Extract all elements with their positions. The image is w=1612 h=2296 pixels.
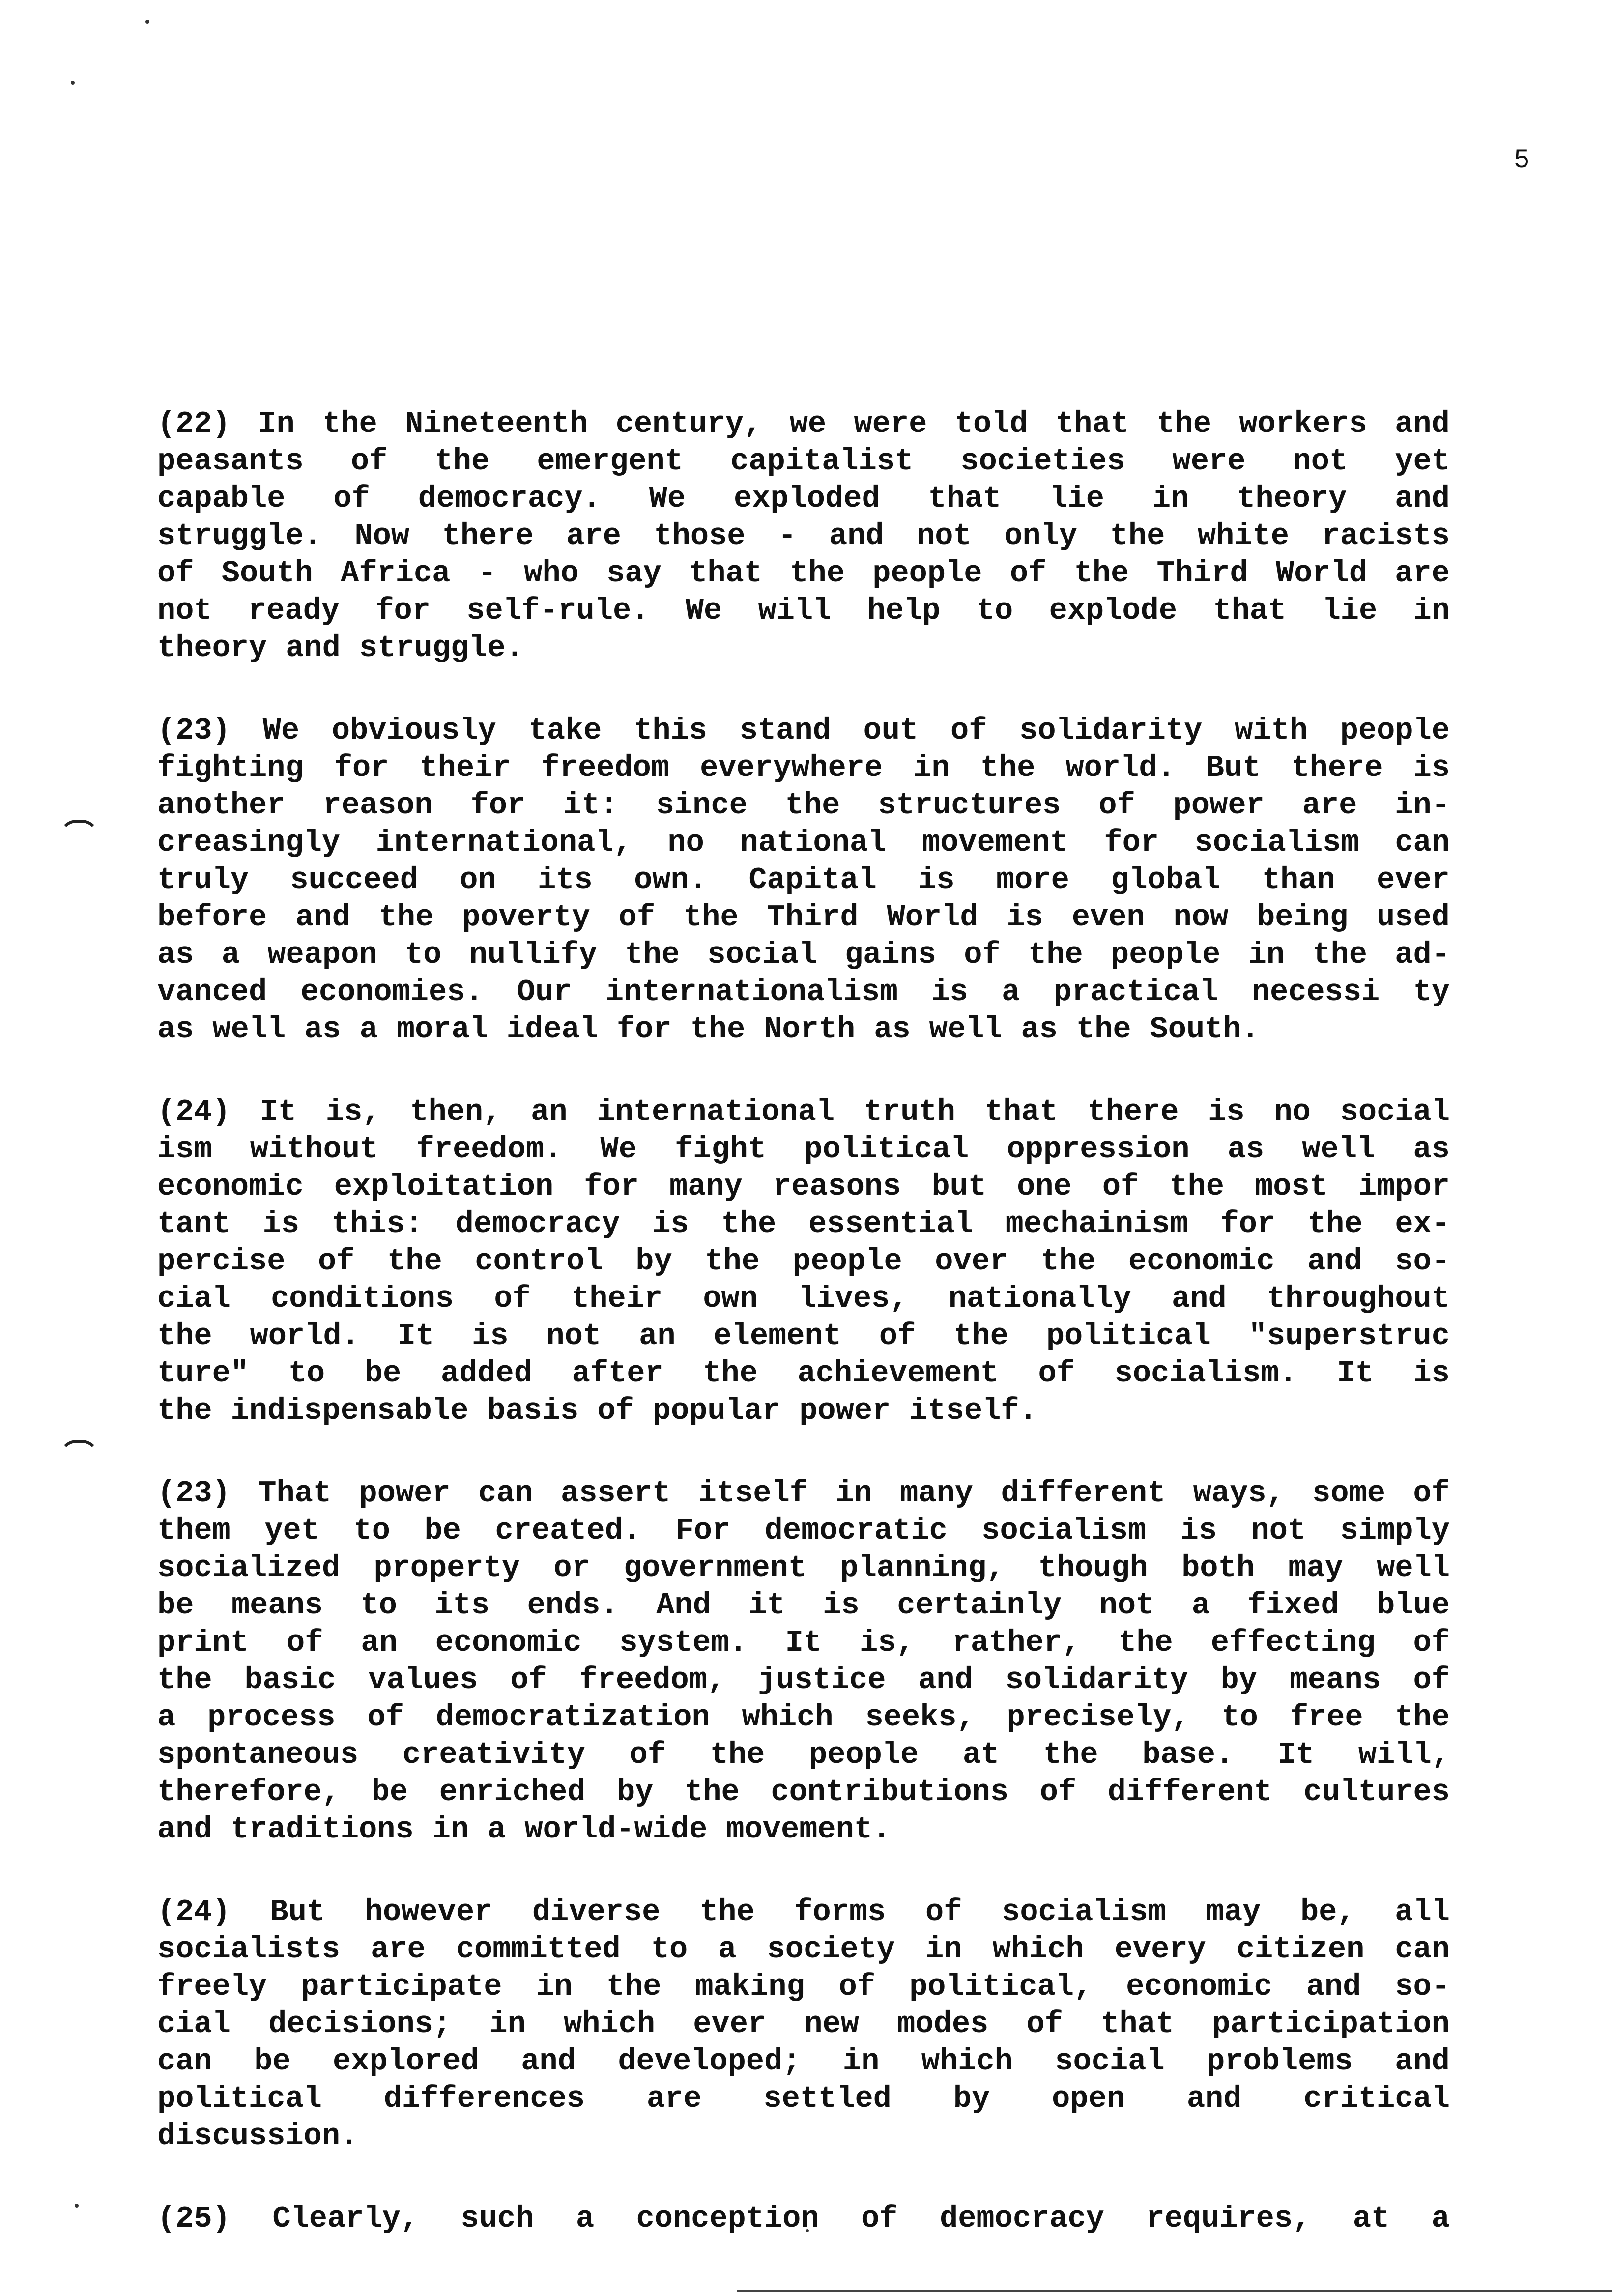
text-line: capable of democracy. We exploded that lie in theory and bbox=[157, 481, 1450, 516]
text-line: (23) We obviously take this stand out of solidarity with people bbox=[157, 713, 1450, 748]
text-line: discussion. bbox=[157, 2119, 359, 2153]
paragraph bbox=[157, 1475, 1450, 1848]
text-line: of South Africa - who say that the people of the Third World are bbox=[157, 556, 1450, 591]
text-line: struggle. Now there are those - and not only the white racists bbox=[157, 518, 1450, 553]
text-line: cial conditions of their own lives, nationally and throughout bbox=[157, 1281, 1450, 1316]
text-line: truly succeed on its own. Capital is more global than ever bbox=[157, 862, 1450, 897]
text-line: a process of democratization which seeks, precisely, to free the bbox=[157, 1700, 1450, 1735]
text-line: freely participate in the making of political, economic and so- bbox=[157, 1969, 1450, 2004]
text-line: another reason for it: since the structures of power are in- bbox=[157, 788, 1450, 823]
text-line: peasants of the emergent capitalist societies were not yet bbox=[157, 444, 1450, 479]
text-line: the world. It is not an element of the political "superstruc bbox=[157, 1319, 1450, 1353]
text-line: spontaneous creativity of the people at the base. It will, bbox=[157, 1737, 1450, 1772]
text-line: political differences are settled by open and critical bbox=[157, 2081, 1450, 2116]
text-line: ture" to be added after the achievement of socialism. It is bbox=[157, 1356, 1450, 1391]
text-line: before and the poverty of the Third World is even now being used bbox=[157, 900, 1450, 935]
text-line: as well as a moral ideal for the North as well as the South. bbox=[157, 1012, 1260, 1047]
scan-speck bbox=[145, 20, 149, 24]
text-line: percise of the control by the people over the economic and so- bbox=[157, 1244, 1450, 1279]
document-body bbox=[157, 405, 1450, 2283]
text-line: tant is this: democracy is the essential mechainism for the ex- bbox=[157, 1206, 1450, 1241]
text-line: fighting for their freedom everywhere in the world. But there is bbox=[157, 750, 1450, 785]
text-line: socialists are committed to a society in which every citizen can bbox=[157, 1932, 1450, 1967]
text-line: the basic values of freedom, justice and solidarity by means of bbox=[157, 1663, 1450, 1697]
text-line: socialized property or government planning, though both may well bbox=[157, 1550, 1450, 1585]
bottom-edge-line bbox=[737, 2290, 1612, 2292]
text-line: as a weapon to nullify the social gains of the people in the ad- bbox=[157, 937, 1450, 972]
paragraph bbox=[157, 2200, 1450, 2238]
text-line: the indispensable basis of popular power itself. bbox=[157, 1393, 1037, 1428]
page-number: 5 bbox=[1514, 145, 1530, 175]
paragraph bbox=[157, 712, 1450, 1048]
text-line: creasingly international, no national movement for socialism can bbox=[157, 825, 1450, 860]
paragraph bbox=[157, 1093, 1450, 1430]
hole-punch-mark bbox=[59, 1440, 99, 1458]
scan-speck bbox=[71, 81, 75, 85]
text-line: (22) In the Nineteenth century, we were told that the workers and bbox=[157, 406, 1450, 441]
paragraph bbox=[157, 405, 1450, 667]
text-line: them yet to be created. For democratic socialism is not simply bbox=[157, 1513, 1450, 1548]
text-line: and traditions in a world-wide movement. bbox=[157, 1812, 891, 1847]
text-line: theory and struggle. bbox=[157, 631, 524, 665]
hole-punch-mark bbox=[59, 820, 99, 837]
scan-speck bbox=[75, 2204, 79, 2208]
text-line: (24) It is, then, an international truth that there is no social bbox=[157, 1094, 1450, 1129]
text-line: vanced economies. Our internationalism is a practical necessi ty bbox=[157, 975, 1450, 1009]
paragraph bbox=[157, 1894, 1450, 2155]
text-line: can be explored and developed; in which social problems and bbox=[157, 2044, 1450, 2079]
text-line: not ready for self-rule. We will help to explode that lie in bbox=[157, 593, 1450, 628]
text-line: (24) But however diverse the forms of socialism may be, all bbox=[157, 1894, 1450, 1929]
text-line: (25) Clearly, such a conception of democracy requires, at a bbox=[157, 2201, 1450, 2236]
text-line: be means to its ends. And it is certainly not a fixed blue bbox=[157, 1588, 1450, 1623]
text-line: economic exploitation for many reasons but one of the most impor bbox=[157, 1169, 1450, 1204]
text-line: (23) That power can assert itself in many different ways, some of bbox=[157, 1476, 1450, 1511]
text-line: print of an economic system. It is, rather, the effecting of bbox=[157, 1625, 1450, 1660]
text-line: therefore, be enriched by the contributions of different cultures bbox=[157, 1775, 1450, 1809]
text-line: cial decisions; in which ever new modes of that participation bbox=[157, 2007, 1450, 2041]
text-line: ism without freedom. We fight political oppression as well as bbox=[157, 1132, 1450, 1167]
